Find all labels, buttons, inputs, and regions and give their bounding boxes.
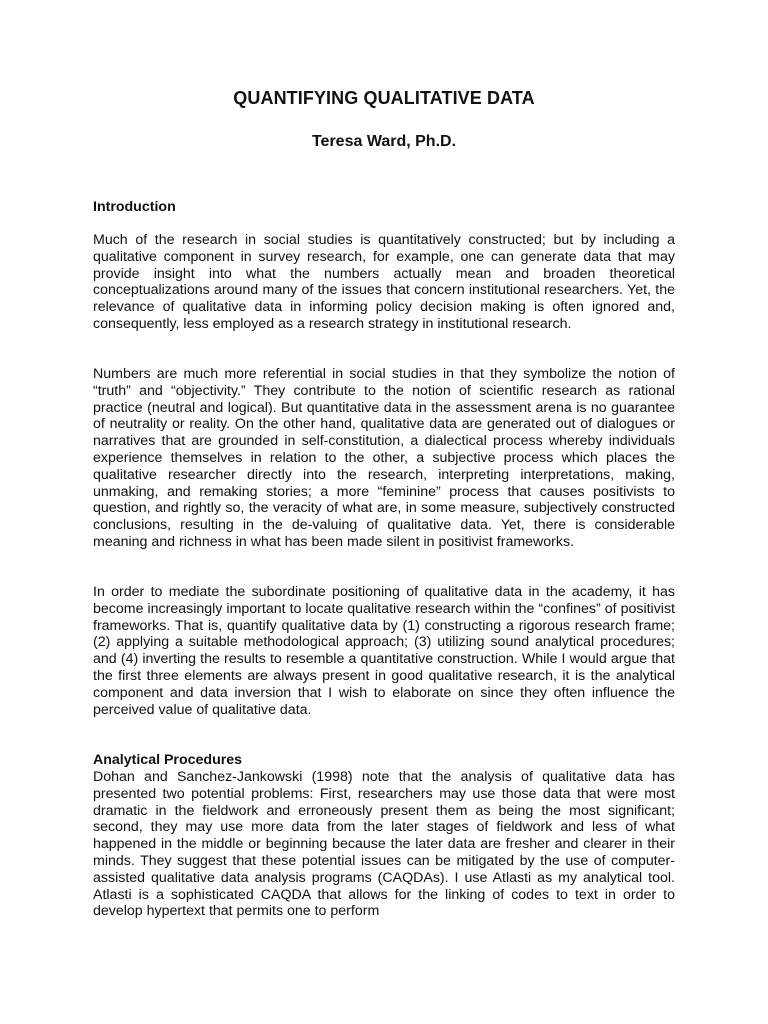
- document-author: Teresa Ward, Ph.D.: [311, 133, 457, 150]
- body-paragraph: Numbers are much more referential in social studies in that they symbolize the notion of “truth” and “objectivity.” They contribute to the notion of scientific research as rational practice (neutral and logical). But quantitative data in the assessment arena is no guarantee of neutrality or reality. On the other hand, qualitative data are generated out of dialogues or narratives that are grounded in self-constitution, a dialectical process whereby individuals experience themselves in relation to the other, a subjective process which places the qualitative researcher directly into the research, interpreting interpretations, making, unmaking, and remaking stories; a more “feminine” process that causes positivists to question, and rightly so, the veracity of what are, in some measure, subjectively constructed conclusions, resulting in the de-valuing of qualitative data. Yet, there is considerable meaning and richness in what has been made silent in positivist frameworks.: [93, 366, 675, 550]
- section-heading-introduction: Introduction: [93, 199, 176, 215]
- body-paragraph: Dohan and Sanchez-Jankowski (1998) note that the analysis of qualitative data has presented two potential problems: First, researchers may use those data that were most dramatic in the fieldwork and erroneously present them as being the most significant; second, they may use more data from the later stages of fieldwork and less of what happened in the middle or beginning because the later data are fresher and clearer in their minds. They suggest that these potential issues can be mitigated by the use of computer-assisted qualitative data analysis programs (CAQDAs). I use Atlasti as my analytical tool. Atlasti is a sophisticated CAQDA that allows for the linking of codes to text in order to develop hypertext that permits one to perform: [93, 769, 675, 920]
- body-paragraph: Much of the research in social studies is quantitatively constructed; but by including a qualitative component in survey research, for example, one can generate data that may provide insight into what the numbers actually mean and broaden theoretical conceptualizations around many of the issues that concern institutional researchers. Yet, the relevance of qualitative data in informing policy decision making is often ignored and, consequently, less employed as a research strategy in institutional research.: [93, 232, 675, 332]
- document-title: QUANTIFYING QUALITATIVE DATA: [233, 88, 535, 108]
- section-heading-analytical-procedures: Analytical Procedures: [93, 752, 243, 768]
- body-paragraph: In order to mediate the subordinate positioning of qualitative data in the academy, it has become increasingly important to locate qualitative research within the “confines” of positivist frameworks. That is, quantify qualitative data by (1) constructing a rigorous research frame; (2) applying a suitable methodological approach; (3) utilizing sound analytical procedures; and (4) inverting the results to resemble a quantitative construction. While I would argue that the first three elements are always present in good qualitative research, it is the analytical component and data inversion that I wish to elaborate on since they often influence the perceived value of qualitative data.: [93, 584, 675, 718]
